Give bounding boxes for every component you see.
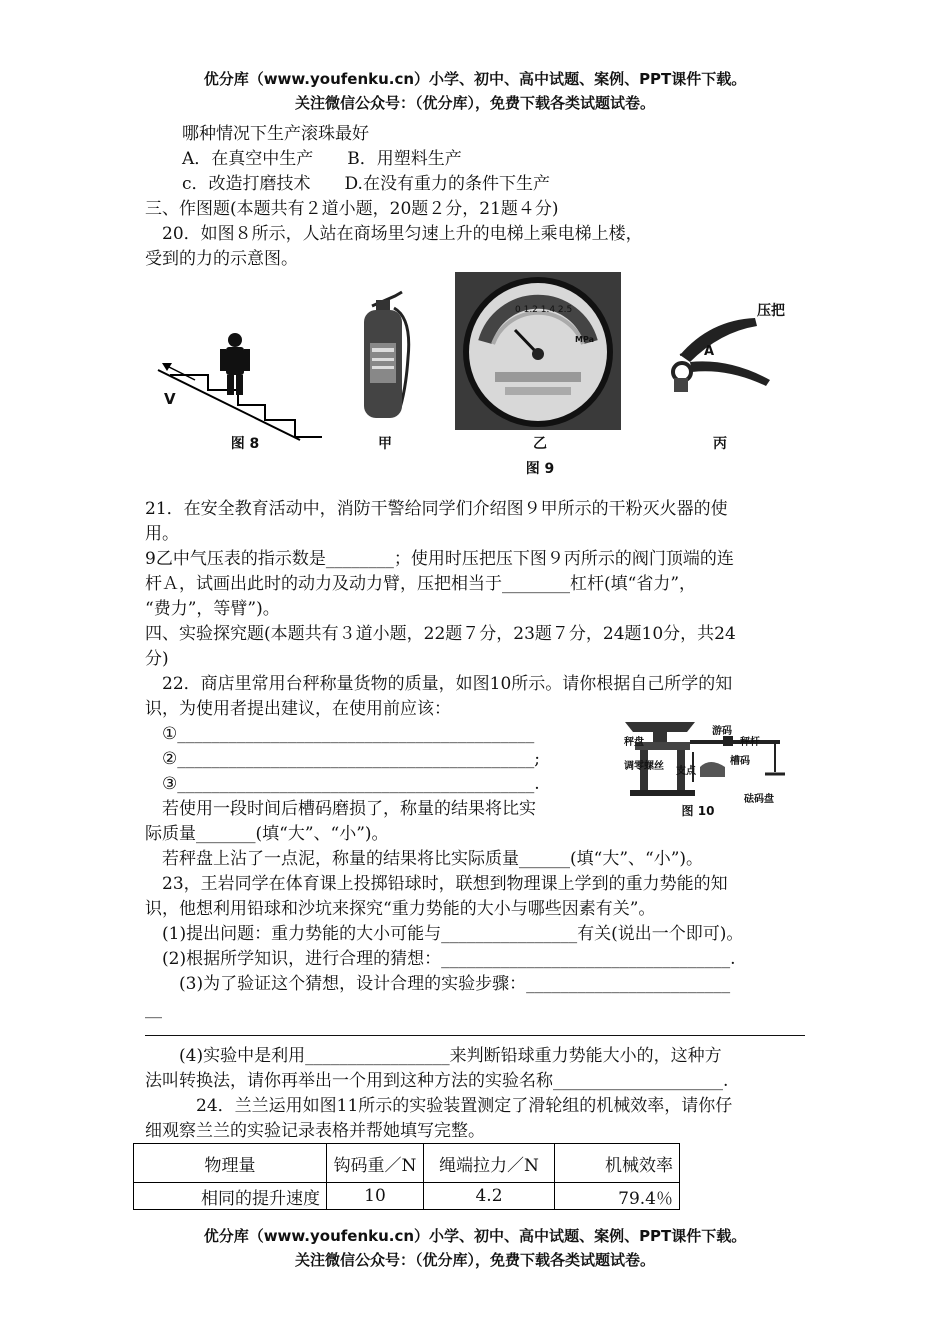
fig10-beam-label: 秤杆 <box>740 737 760 748</box>
fig10-label: 图 10 <box>681 804 715 818</box>
q22-line6: 若使用一段时间后槽码磨损了，称量的结果将比实 <box>145 799 536 819</box>
q23-part2[interactable]: (2)根据所学知识，进行合理的猜想：__________________________________. <box>145 949 736 969</box>
fig10-zero-screw-label: 调零螺丝 <box>624 761 664 772</box>
q23-part1[interactable]: (1)提出问题：重力势能的大小可能与________________有关(说出一个即可)。 <box>145 924 744 944</box>
table-row <box>134 1183 680 1210</box>
q23-part4[interactable]: (4)实验中是利用_________________来判断铅球重力势能大小的，这种方 <box>145 1046 722 1066</box>
q22-blank2[interactable]: ②__________________________________________; <box>162 749 540 769</box>
q24-line1: 24．兰兰运用如图11所示的实验装置测定了滑轮组的机械效率，请你仔 <box>145 1096 733 1116</box>
q22-line8[interactable]: 若秤盘上沾了一点泥，称量的结果将比实际质量______(填“大”、“小”)。 <box>145 849 704 869</box>
table-header-cell: 机械效率 <box>555 1144 680 1183</box>
gauge-unit: MPa <box>575 335 595 344</box>
page-footer-line1: 优分库（www.youfenku.cn）小学、初中、高中试题、案例、PPT课件下载。 <box>203 1227 747 1245</box>
fig10-slot-weight-label: 槽码 <box>730 756 750 767</box>
q22-blank1[interactable]: ①__________________________________________ <box>162 724 535 744</box>
table-header-row <box>134 1144 680 1183</box>
press-handle-label: 压把 <box>757 303 785 319</box>
q20-line2: 受到的力的示意图。 <box>145 249 298 269</box>
q21-line1: 21．在安全教育活动中，消防干警给同学们介绍图９甲所示的干粉灭火器的使 <box>145 499 728 519</box>
page-header-line2: 关注微信公众号：（优分库），免费下载各类试题试卷。 <box>294 94 655 112</box>
q21-line3: 9乙中气压表的指示数是________；使用时压把压下图９丙所示的阀门顶端的连 <box>145 549 734 569</box>
q22-line1: 22．商店里常用台秤称量货物的质量，如图10所示。请你根据自己所学的知 <box>145 674 733 694</box>
q19-stem: 哪种情况下生产滚珠最好 <box>182 124 369 144</box>
q23-answer-line[interactable] <box>145 1035 805 1036</box>
q21-line2: 用。 <box>145 524 179 544</box>
q20-line1: 20．如图８所示，人站在商场里匀速上升的电梯上乘电梯上楼， <box>145 224 643 244</box>
q24-line2: 细观察兰兰的实验记录表格并帮她填写完整。 <box>145 1121 485 1141</box>
table-header-cell: 绳端拉力／N <box>424 1144 555 1183</box>
page-header-line1: 优分库（www.youfenku.cn）小学、初中、高中试题、案例、PPT课件下载。 <box>203 70 747 88</box>
q23-line2: 识，他想利用铅球和沙坑来探究“重力势能的大小与哪些因素有关”。 <box>145 899 656 919</box>
record-table <box>133 1143 680 1210</box>
table-cell[interactable]: 4.2 <box>424 1183 555 1210</box>
pressure-gauge-image <box>455 272 621 430</box>
fire-extinguisher-icon <box>350 288 420 428</box>
section4-title-line1: 四、实验探究题(本题共有３道小题，22题７分，23题７分，24题10分，共24 <box>145 624 736 644</box>
q22-line2: 识，为使用者提出建议，在使用前应该： <box>145 699 451 719</box>
q23-line1: 23，王岩同学在体育课上投掷铅球时，联想到物理课上学到的重力势能的知 <box>145 874 728 894</box>
table-header-cell: 钩码重／N <box>327 1144 424 1183</box>
q23-part4-cont[interactable]: 法叫转换法，请你再举出一个用到这种方法的实验名称____________________. <box>145 1071 729 1091</box>
table-cell[interactable]: 79.4％ <box>555 1183 680 1210</box>
q22-line7[interactable]: 际质量_______(填“大”、“小”)。 <box>145 824 389 844</box>
fig8-label: 图 8 <box>230 436 260 452</box>
fig10-pivot-label: 支点 <box>676 766 696 777</box>
q21-line5: “费力”，等臂”)。 <box>145 599 280 619</box>
table-cell: 相同的提升速度 <box>134 1183 327 1210</box>
fig9-jia-label: 甲 <box>378 436 392 452</box>
figure8-escalator <box>150 325 325 445</box>
fig8-velocity-label: V <box>164 390 176 408</box>
table-cell[interactable]: 10 <box>327 1183 424 1210</box>
q21-line4: 杆Ａ，试画出此时的动力及动力臂，压把相当于________杠杆(填“省力”， <box>145 574 697 594</box>
q23-part3[interactable]: (3)为了验证这个猜想，设计合理的实验步骤：________________________ <box>145 974 731 994</box>
fig10-pan-label: 秤盘 <box>624 737 644 748</box>
fig10-rider-label: 游码 <box>712 726 732 737</box>
fig9-bing-label: 丙 <box>713 436 727 452</box>
q19-options-cd: c．改造打磨技术 D.在没有重力的条件下生产 <box>182 174 550 194</box>
gauge-scale: 0 1.2 1.4 2.5 <box>515 305 573 315</box>
section3-title: 三、作图题(本题共有２道小题，20题２分，21题４分) <box>145 199 559 219</box>
point-a-label: A <box>704 344 715 359</box>
section4-title-line2: 分) <box>145 649 169 669</box>
q19-options-ab: A．在真空中生产 B．用塑料生产 <box>182 149 462 169</box>
table-header-cell: 物理量 <box>134 1144 327 1183</box>
q23-part3-cont[interactable]: __ <box>145 999 162 1019</box>
fig9-label: 图 9 <box>525 461 555 477</box>
q22-blank3[interactable]: ③__________________________________________. <box>162 774 540 794</box>
fig9-yi-label: 乙 <box>533 436 547 452</box>
fig10-weight-pan-label: 砝码盘 <box>744 794 774 805</box>
page-footer-line2: 关注微信公众号：（优分库），免费下载各类试题试卷。 <box>294 1251 655 1269</box>
